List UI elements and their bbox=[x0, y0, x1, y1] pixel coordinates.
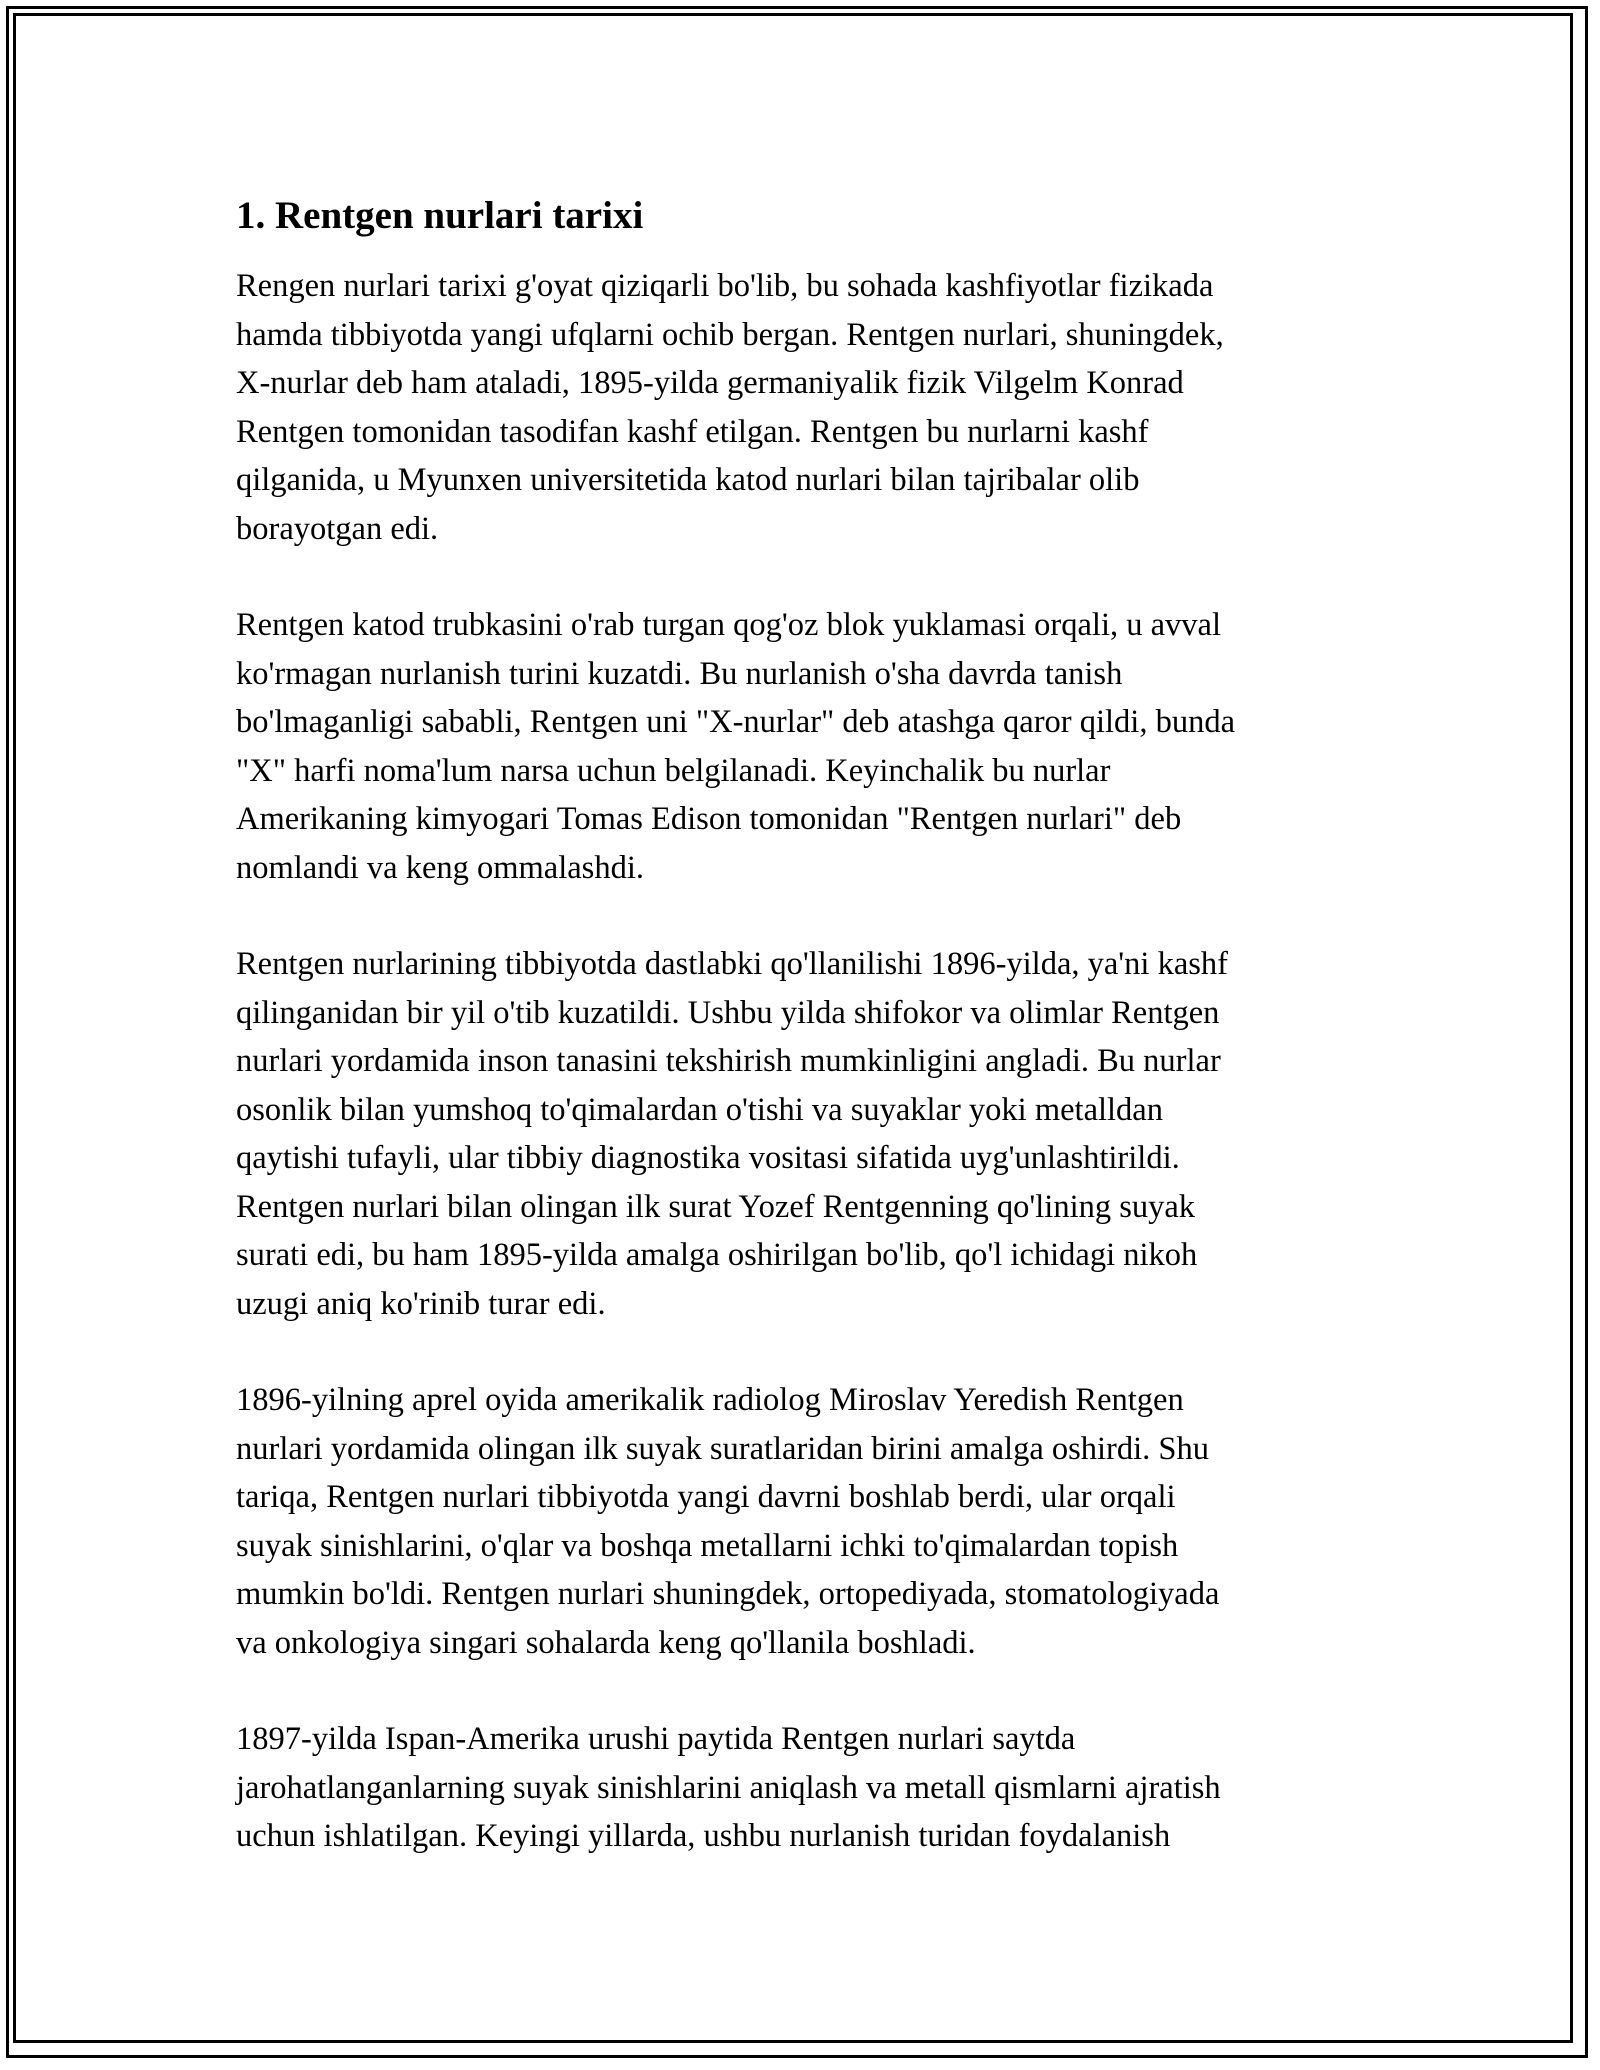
paragraph-1: Rengen nurlari tarixi g'oyat qiziqarli bo'lib, bu sohada kashfiyotlar fizikada hamda tibbiyotda yangi ufqlarni ochib bergan. Rentgen nurlari, shuningdek, X-nurlar deb ham ataladi, 1895-yilda germaniyalik fizik Vilgelm Konrad Rentgen tomonidan tasodifan kashf etilgan. Rentgen bu nurlarni kashf qilganida, u Myunxen universitetida katod nurlari bilan tajribalar olib borayotgan edi. bbox=[236, 268, 1224, 547]
document-body bbox=[236, 184, 1386, 1909]
paragraph-3: Rentgen nurlarining tibbiyotda dastlabki qo'llanilishi 1896-yilda, ya'ni kashf qilinganidan bir yil o'tib kuzatildi. Ushbu yilda shifokor va olimlar Rentgen nurlari yordamida inson tanasini tekshirish mumkinligini angladi. Bu nurlar osonlik bilan yumshoq to'qimalardan o'tishi va suyaklar yoki metalldan qaytishi tufayli, ular tibbiy diagnostika vositasi sifatida uyg'unlashtirildi. Rentgen nurlari bilan olingan ilk surat Yozef Rentgenning qo'lining suyak surati edi, bu ham 1895-yilda amalga oshirilgan bo'lib, qo'l ichidagi nikoh uzugi aniq ko'rinib turar edi. bbox=[236, 946, 1228, 1322]
section-heading: 1. Rentgen nurlari tarixi bbox=[236, 194, 644, 237]
paragraph-4: 1896-yilning aprel oyida amerikalik radiolog Miroslav Yeredish Rentgen nurlari yordamida olingan ilk suyak suratlaridan birini amalga oshirdi. Shu tariqa, Rentgen nurlari tibbiyotda yangi davrni boshlab berdi, ular orqali suyak sinishlarini, o'qlar va boshqa metallarni ichki to'qimalardan topish mumkin bo'ldi. Rentgen nurlari shuningdek, ortopediyada, stomatologiyada va onkologiya singari sohalarda keng qo'llanila boshladi. bbox=[236, 1382, 1220, 1661]
paragraph-2: Rentgen katod trubkasini o'rab turgan qog'oz blok yuklamasi orqali, u avval ko'rmagan nurlanish turini kuzatdi. Bu nurlanish o'sha davrda tanish bo'lmaganligi sababli, Rentgen uni "X-nurlar" deb atashga qaror qildi, bunda "X" harfi noma'lum narsa uchun belgilanadi. Keyinchalik bu nurlar Amerikaning kimyogari Tomas Edison tomonidan "Rentgen nurlari" deb nomlandi va keng ommalashdi. bbox=[236, 607, 1236, 886]
paragraph-5: 1897-yilda Ispan-Amerika urushi paytida Rentgen nurlari saytda jarohatlanganlarning suyak sinishlarini aniqlash va metall qismlarni ajratish uchun ishlatilgan. Keyingi yillarda, ushbu nurlanish turidan foydalanish bbox=[236, 1721, 1221, 1854]
